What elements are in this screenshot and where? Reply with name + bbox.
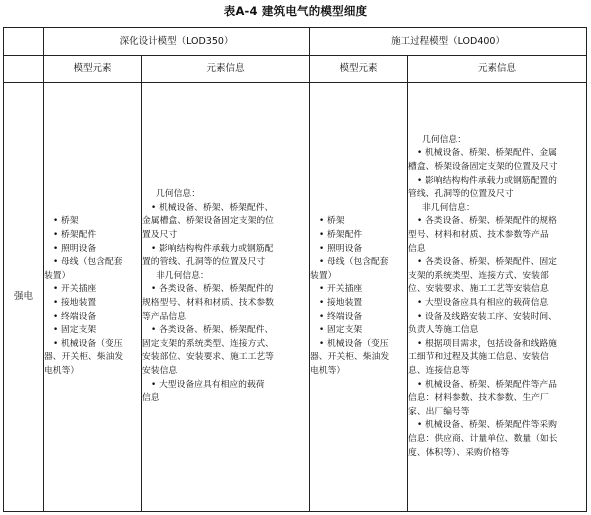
info-line: 槽盒、桥架设备固定支架的位置及尺寸 xyxy=(408,162,558,173)
list-item: 电机等） xyxy=(310,365,346,376)
info-line: 信息 xyxy=(142,393,160,404)
lod400-elements-header: 模型元素 xyxy=(310,56,408,83)
info-line: • 设备及线路安装工序、安装时间、 xyxy=(417,311,557,322)
info-line: • 各类设备、桥架、桥架配件、固定 xyxy=(417,257,557,268)
info-line: 负责人等施工信息 xyxy=(408,325,479,336)
list-item: • 桥架配件 xyxy=(53,230,97,241)
info-line: • 各类设备、桥架、桥架配件、 xyxy=(151,325,274,336)
lod350-elements-cell xyxy=(44,83,142,512)
info-line: • 大型设备应具有相应的载荷信息 xyxy=(417,298,549,308)
info-line: 安装信息 xyxy=(142,365,178,376)
info-line: 位、安装要求、施工工艺等安装信息 xyxy=(408,284,549,295)
info-line: 工细节和过程及其施工信息、安装信 xyxy=(408,352,549,363)
list-item: • 桥架 xyxy=(53,216,79,227)
lod350-info-header: 元素信息 xyxy=(142,56,310,83)
list-item: • 母线（包含配套 xyxy=(53,257,123,268)
info-line: 几何信息： xyxy=(156,189,200,200)
info-line: 支架的系统类型、连接方式、安装部 xyxy=(408,270,549,281)
list-item: 装置） xyxy=(44,270,71,281)
sub-header-row xyxy=(4,56,587,83)
lod400-info-header: 元素信息 xyxy=(408,56,587,83)
list-item: • 固定支架 xyxy=(53,325,97,336)
info-line: • 机械设备、桥架、桥架配件等产品 xyxy=(417,379,557,390)
corner-cell-2 xyxy=(4,56,44,83)
info-line: 置及尺寸 xyxy=(142,230,178,241)
lod350-header: 深化设计模型（LOD350） xyxy=(44,28,310,56)
info-line: • 大型设备应具有相应的载荷 xyxy=(151,379,265,390)
lod400-header: 施工过程模型（LOD400） xyxy=(310,28,587,56)
info-line: 置的管线、孔洞等的位置及尺寸 xyxy=(142,257,266,268)
list-item: • 固定支架 xyxy=(319,325,363,336)
list-item: 装置） xyxy=(310,270,337,281)
lod350-elements-header: 模型元素 xyxy=(44,56,142,83)
info-line: 等产品信息 xyxy=(142,311,186,322)
row-label-strong-current: 强电 xyxy=(4,83,44,512)
info-line: • 影响结构构件承载力或钢筋配置的 xyxy=(417,175,557,186)
lod400-info-cell xyxy=(408,83,587,512)
info-line: • 机械设备、桥架、桥架配件等采购 xyxy=(417,420,557,431)
list-item: • 机械设备（变压 xyxy=(319,338,389,349)
list-item: • 终端设备 xyxy=(53,311,97,322)
list-item: • 桥架 xyxy=(319,216,345,227)
list-item: • 接地装置 xyxy=(53,298,97,308)
info-line: • 各类设备、桥架、桥架配件的规格 xyxy=(417,216,557,227)
info-line: • 影响结构构件承载力或钢筋配 xyxy=(151,243,274,254)
lod400-elements-cell xyxy=(310,83,408,512)
info-line: 信息 xyxy=(408,243,426,254)
list-item: • 母线（包含配套 xyxy=(319,257,389,268)
list-item: 器、开关柜、柴油发 xyxy=(310,352,390,363)
table-title: 表A-4 建筑电气的模型细度 xyxy=(223,4,368,18)
list-item: • 照明设备 xyxy=(53,243,97,254)
info-line: 非几何信息： xyxy=(156,270,209,281)
info-line: 安装部位、安装要求、施工工艺等 xyxy=(142,352,274,363)
info-line: 非几何信息： xyxy=(422,202,475,213)
strong-current-row xyxy=(4,83,587,512)
info-line: • 机械设备、桥架、桥架配件、金属 xyxy=(417,148,557,159)
lod350-info-cell xyxy=(142,83,310,512)
list-item: • 照明设备 xyxy=(319,243,363,254)
list-item: • 开关插座 xyxy=(319,284,363,295)
list-item: • 机械设备（变压 xyxy=(53,338,123,349)
list-item: 电机等） xyxy=(44,365,80,376)
info-line: 度、体积等）、采购价格等 xyxy=(408,447,510,458)
list-item: • 接地装置 xyxy=(319,298,363,308)
info-line: 几何信息： xyxy=(422,134,467,145)
model-detail-table xyxy=(3,27,587,512)
info-line: 信息：供应商、计量单位、数量（如长 xyxy=(408,433,558,444)
info-line: 息、连接信息等 xyxy=(408,365,470,376)
info-line: • 机械设备、桥架、桥架配件、 xyxy=(151,202,274,213)
info-line: 固定支架的系统类型、连接方式、 xyxy=(142,338,274,349)
info-line: 型号、材料和材质、技术参数等产品 xyxy=(408,230,549,241)
list-item: 器、开关柜、柴油发 xyxy=(44,352,124,363)
info-line: • 根据项目需求，包括设备和线路施 xyxy=(417,338,557,349)
corner-cell xyxy=(4,28,44,56)
info-line: 家、出厂编号等 xyxy=(408,406,470,417)
info-line: 金属槽盒、桥架设备固定支架的位 xyxy=(142,216,274,227)
list-item: • 桥架配件 xyxy=(319,230,363,241)
group-header-row xyxy=(4,28,587,56)
info-line: • 各类设备、桥架、桥架配件的 xyxy=(151,284,274,295)
list-item: • 开关插座 xyxy=(53,284,97,295)
list-item: • 终端设备 xyxy=(319,311,363,322)
info-line: 规格型号、材料和材质、技术参数 xyxy=(142,298,274,308)
info-line: 管线、孔洞等的位置及尺寸 xyxy=(408,189,514,200)
info-line: 信息：材料参数、技术参数、生产厂 xyxy=(408,393,549,404)
